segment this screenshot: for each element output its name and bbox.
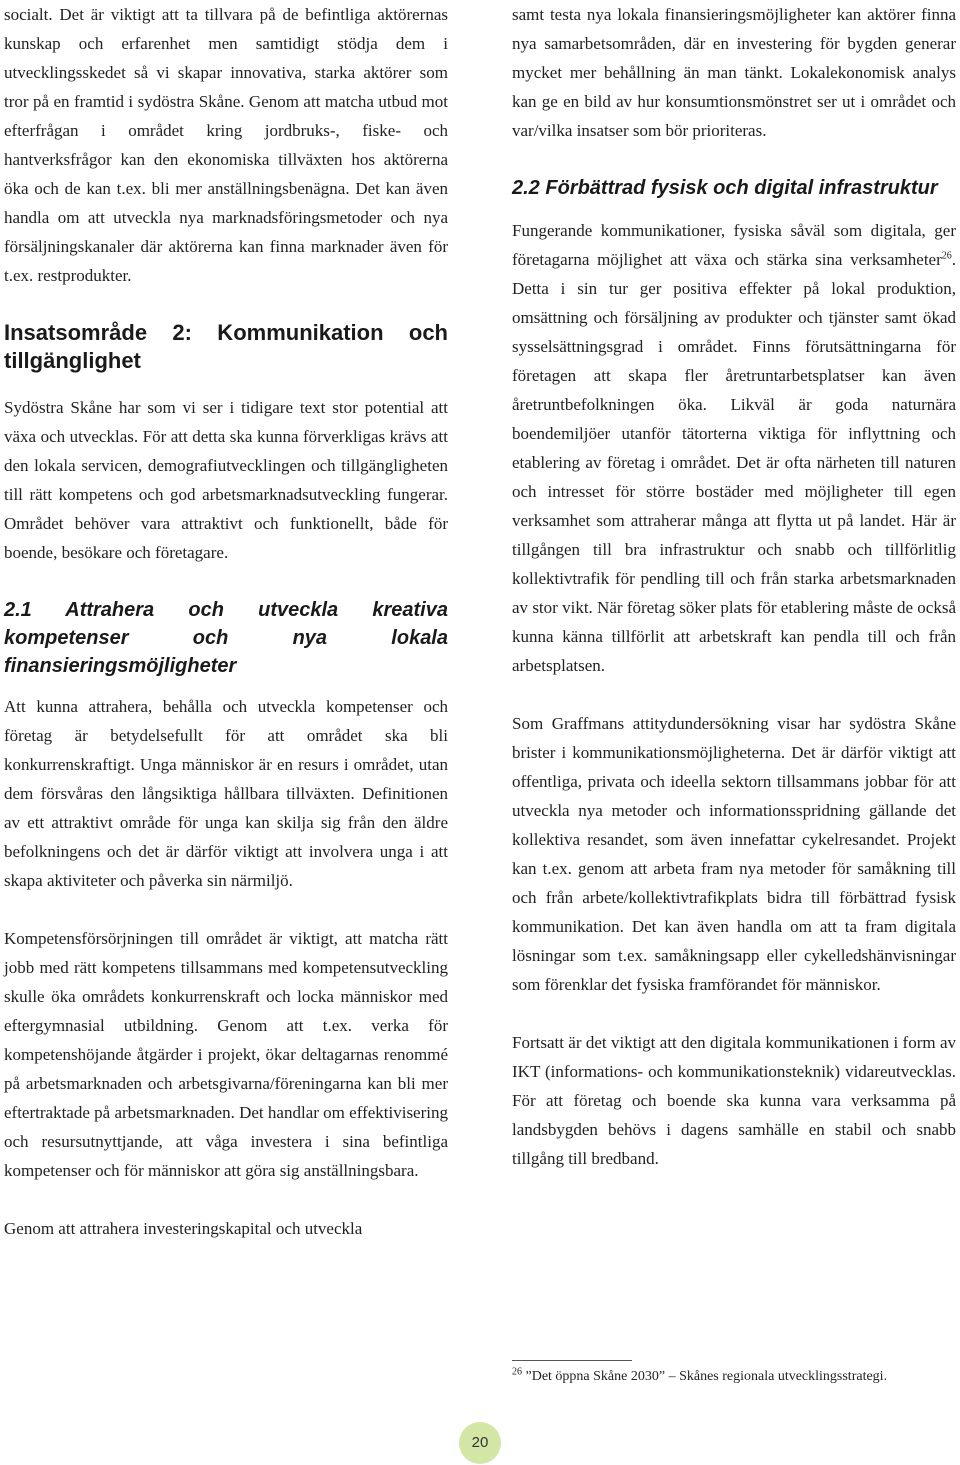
footnote-text: ”Det öppna Skåne 2030” – Skånes regionala utvecklingsstrategi. — [522, 1369, 888, 1384]
communications-paragraph — [512, 216, 956, 680]
communications-text-b: . Detta i sin tur ger positiva effekter på lokal produktion, omsättning och försäljning av produkter och tjänster samt ökad sysselsättningsgrad i området. Finns förutsättningarna för företagen att skapa fler åretruntarbetsplatser kan även åretruntbefolkningen öka. Likväl är goda naturnära boendemiljöer utanför tätorterna viktiga för inflyttning och etablering av företag i området. Det är ofta närheten till naturen och intresset för större bostäder med möjligheter till egen verksamhet som attraherar många att flytta ut på landet. Här är tillgången till bra infrastruktur och snabb och tillförlitlig kollektivtrafik för pendling till och från starka arbetsmarknaden av stor vikt. När företag söker plats för etablering måste de också kunna känna tillförlit att arbetskraft kan pendla till och från arbetsplatsen. — [512, 250, 956, 675]
right-column — [512, 0, 956, 1202]
subheading-2-1: 2.1 Attrahera och utveckla kreativa kompetenser och nya lokala finansieringsmöjligheter — [4, 599, 448, 677]
communications-text-a: Fungerande kommunikationer, fysiska såväl som digitala, ger företagarna möjlighet att växa och stärka sina verksamheter — [512, 221, 956, 269]
left-column — [4, 0, 448, 1272]
ikt-paragraph: Fortsatt är det viktigt att den digitala kommunikationen i form av IKT (informations- och kommunikationsteknik) vidareutvecklas. För att företag och boende ska kunna vara verksamma på landsbygden behövs i dagens samhälle en stabil och snabb tillgång till bredband. — [512, 1033, 956, 1168]
page-number-badge: 20 — [459, 1422, 501, 1464]
graffman-paragraph: Som Graffmans attitydundersökning visar har sydöstra Skåne brister i kommunikationsmöjligheterna. Det är därför viktigt att offentliga, privata och ideella sektorn tillsammans jobbar för att utveckla nya metoder och informationsspridning gällande det kollektiva resandet, som även innefattar cykelresandet. Projekt kan t.ex. genom att arbeta fram nya metoder för samåkning till och från arbete/kollektivtrafikplats bidra till förbättrad fysisk kommunikation. Det kan även handla om att ta fram digitala lösningar som t.ex. samåkningsapp eller cykelledshänvisningar som förenklar det fysiska framförandet för människor. — [512, 714, 956, 994]
competence-paragraph: Kompetensförsörjningen till området är viktigt, att matcha rätt jobb med rätt kompetens tillsammans med kompetensutveckling skulle öka områdets konkurrenskraft och locka människor med eftergymnasial utbildning. Genom att t.ex. verka för kompetenshöjande åtgärder i projekt, ökar deltagarnas renommé på arbetsmarknaden och arbetsgivarna/föreningarna kan bli mer eftertraktade på arbetsmarknaden. Det handlar om effektivisering och resursutnyttjande, att våga investera i sina befintliga kompetenser och för människor att göra sig anställningsbara. — [4, 929, 448, 1180]
capital-paragraph: Genom att attrahera investeringskapital och utveckla — [4, 1219, 363, 1238]
footnote — [512, 1366, 956, 1388]
intro-paragraph: socialt. Det är viktigt att ta tillvara på de befintliga aktörernas kunskap och erfarenhet men samtidigt stödja dem i utvecklingsskedet så vi skapar innovativa, starka aktörer som tror på en framtid i sydöstra Skåne. Genom att matcha utbud mot efterfrågan i området kring jordbruks-, fiske- och hantverksfrågor kan den ekonomiska tillväxten hos aktörerna öka och de kan t.ex. bli mer anställningsbenägna. Det kan även handla om att utveckla nya marknadsföringsmetoder och nya försäljningskanaler där aktörerna kan finna marknader även för t.ex. restprodukter. — [4, 5, 448, 285]
subheading-2-2: 2.2 Förbättrad fysisk och digital infrastruktur — [512, 177, 938, 199]
attract-paragraph: Att kunna attrahera, behålla och utveckla kompetenser och företag är betydelsefullt för att området ska bli konkurrenskraftigt. Unga människor är en resurs i området, utan dem försvåras den långsiktiga hållbara tillväxten. Definitionen av ett attraktivt område för unga kan skilja sig från den äldre befolkningens och det är därför viktigt att involvera unga i att skapa aktiviteter och påverka sin närmiljö. — [4, 697, 448, 890]
continued-paragraph: samt testa nya lokala finansieringsmöjligheter kan aktörer finna nya samarbetsområden, där en investering för bygden generar mycket mer behållning än man tänkt. Lokalekonomisk analys kan ge en bild av hur konsumtionsmönstret ser ut i området och var/vilka insatser som bör prioriteras. — [512, 5, 956, 140]
section-heading-insatsomrade-2: Insatsområde 2: Kommunikation och tillgänglighet — [4, 320, 448, 373]
footnote-number: 26 — [512, 1366, 522, 1378]
footnote-reference[interactable]: 26 — [941, 250, 952, 262]
area-paragraph: Sydöstra Skåne har som vi ser i tidigare text stor potential att växa och utvecklas. För att detta ska kunna förverkligas krävs att den lokala servicen, demografiutvecklingen och tillgängligheten till rätt kompetens och god arbetsmarknadsutveckling fungerar. Området behöver vara attraktivt och funktionellt, både för boende, besökare och företagare. — [4, 398, 448, 562]
footnote-divider — [512, 1360, 632, 1361]
